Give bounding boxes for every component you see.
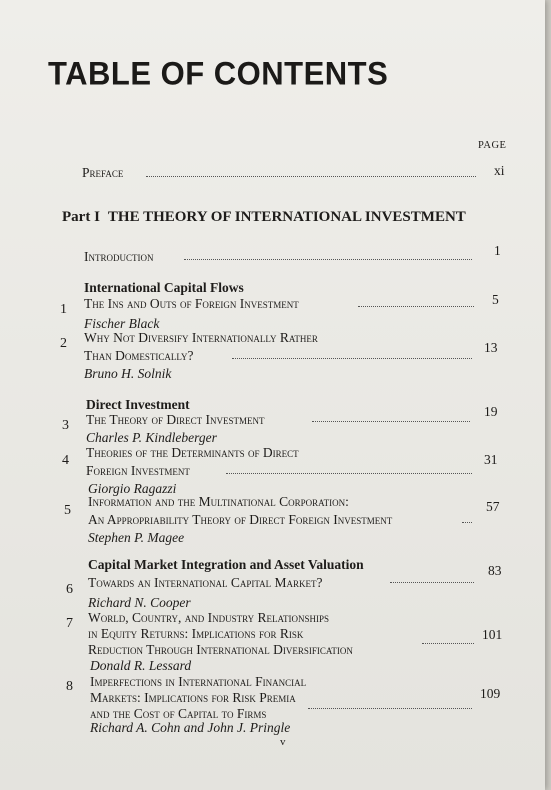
- chapter-page: 83: [488, 563, 502, 578]
- chapter-author: Richard N. Cooper: [88, 595, 191, 610]
- chapter-page: 31: [484, 452, 498, 467]
- chapter-number: 1: [60, 302, 67, 317]
- page-number-footer: v: [280, 736, 286, 748]
- chapter-number: 2: [60, 336, 67, 351]
- introduction-page: 1: [494, 243, 501, 258]
- part-title: THE THEORY OF INTERNATIONAL INVESTMENT: [107, 209, 466, 225]
- chapter-author: Fischer Black: [84, 316, 160, 331]
- chapter-number: 6: [66, 582, 73, 597]
- chapter-page: 5: [492, 292, 499, 307]
- section-heading: Direct Investment: [86, 397, 190, 412]
- chapter-number: 7: [66, 616, 73, 631]
- leader-dots: [308, 708, 472, 709]
- chapter-title-line: Markets: Implications for Risk Premia: [90, 690, 296, 705]
- leader-dots: [312, 421, 470, 422]
- chapter-title-line: Reduction Through International Diversification: [88, 642, 353, 657]
- leader-dots: [146, 176, 476, 177]
- chapter-title-line: and the Cost of Capital to Firms: [90, 706, 267, 721]
- part-number: Part I: [62, 209, 100, 225]
- chapter-author: Charles P. Kindleberger: [86, 430, 217, 445]
- chapter-page: 13: [484, 340, 498, 355]
- leader-dots: [462, 522, 472, 523]
- preface-label: Preface: [82, 165, 124, 180]
- chapter-title-line: An Appropriability Theory of Direct Foreign Investment: [88, 512, 393, 527]
- chapter-title-line: World, Country, and Industry Relationships: [88, 610, 330, 625]
- chapter-title-line: Foreign Investment: [86, 463, 190, 478]
- chapter-author: Bruno H. Solnik: [84, 366, 172, 381]
- introduction-label: Introduction: [84, 249, 154, 264]
- chapter-author: Stephen P. Magee: [88, 530, 185, 545]
- chapter-title-line: Imperfections in International Financial: [90, 674, 307, 689]
- preface-page: xi: [494, 163, 505, 178]
- leader-dots: [358, 306, 474, 307]
- chapter-author: Giorgio Ragazzi: [88, 481, 177, 496]
- chapter-page: 101: [482, 627, 503, 642]
- chapter-title-line: The Theory of Direct Investment: [86, 412, 265, 427]
- chapter-number: 8: [66, 679, 73, 694]
- chapter-author: Richard A. Cohn and John J. Pringle: [90, 720, 291, 735]
- section-heading: Capital Market Integration and Asset Valuation: [88, 557, 364, 572]
- page-column-label: PAGE: [478, 140, 507, 151]
- leader-dots: [390, 582, 474, 583]
- chapter-number: 4: [62, 453, 69, 468]
- chapter-title-line: Information and the Multinational Corporation:: [88, 494, 349, 509]
- leader-dots: [226, 473, 472, 474]
- chapter-number: 5: [64, 503, 71, 518]
- section-heading: International Capital Flows: [84, 280, 244, 295]
- chapter-title-line: Why Not Diversify Internationally Rather: [84, 330, 318, 345]
- chapter-title-line: The Ins and Outs of Foreign Investment: [84, 296, 299, 311]
- page-title: TABLE OF CONTENTS: [48, 55, 389, 92]
- chapter-page: 57: [486, 499, 500, 514]
- chapter-title-line: in Equity Returns: Implications for Risk: [88, 626, 304, 641]
- chapter-page: 19: [484, 404, 498, 419]
- chapter-page: 109: [480, 686, 501, 701]
- chapter-title-line: Than Domestically?: [84, 348, 194, 363]
- chapter-number: 3: [62, 418, 69, 433]
- chapter-title-line: Towards an International Capital Market?: [88, 575, 323, 590]
- chapter-title-line: Theories of the Determinants of Direct: [86, 445, 299, 460]
- leader-dots: [232, 358, 472, 359]
- part-heading: [62, 209, 466, 226]
- chapter-author: Donald R. Lessard: [90, 658, 192, 673]
- leader-dots: [184, 259, 472, 260]
- leader-dots: [422, 643, 474, 644]
